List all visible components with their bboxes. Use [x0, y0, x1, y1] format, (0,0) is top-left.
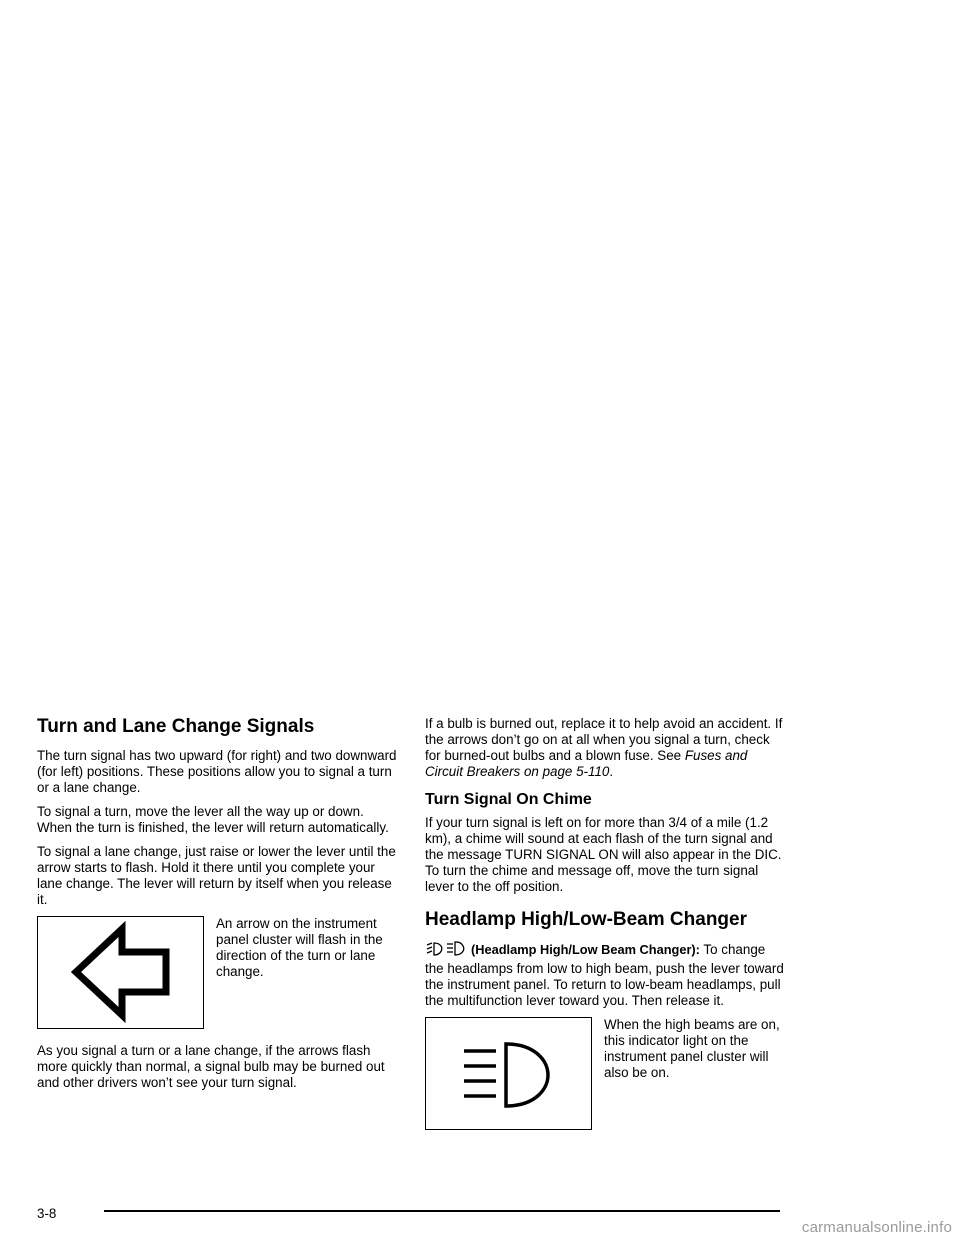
turn-arrow-figure [37, 916, 399, 1029]
figure-box [425, 1017, 592, 1130]
paragraph [425, 716, 787, 780]
paragraph-text: To change the headlamps from low to high beam, push the lever toward the instrument panel. To return to low-beam headlamps, pull the multifunction lever toward you. Then release it. [425, 942, 784, 1008]
right-column [425, 716, 787, 1144]
figure-caption: When the high beams are on, this indicator light on the instrument panel cluster will also be on. [604, 1017, 780, 1080]
watermark: carmanualsonline.info [801, 1219, 952, 1236]
page-number: 3-8 [37, 1206, 57, 1221]
high-low-beam-icon [425, 941, 467, 957]
headlamp-lead-label: (Headlamp High/Low Beam Changer): [471, 942, 700, 957]
page-reference: Fuses and Circuit Breakers on page 5-110 [425, 748, 748, 779]
turn-arrow-icon [38, 917, 202, 1027]
paragraph-end: . [609, 764, 614, 779]
paragraph: If your turn signal is left on for more than 3/4 of a mile (1.2 km), a chime will sound at each flash of the turn signal and the message TURN SIGNAL ON will also appear in the DIC. To turn the chime and message off, move the turn signal lever to the off position. [425, 815, 782, 894]
figure-box [37, 916, 204, 1029]
high-beam-figure [425, 1017, 787, 1130]
paragraph: As you signal a turn or a lane change, if the arrows flash more quickly than normal, a signal bulb may be burned out and other drivers won’t see your turn signal. [37, 1043, 385, 1090]
section-heading-chime: Turn Signal On Chime [425, 791, 592, 808]
left-column [37, 716, 399, 1099]
paragraph [425, 941, 787, 1009]
paragraph: The turn signal has two upward (for right) and two downward (for left) positions. These positions allow you to signal a turn or a lane change. [37, 748, 397, 795]
section-heading-headlamp: Headlamp High/Low-Beam Changer [425, 909, 747, 930]
section-heading-turn-signals: Turn and Lane Change Signals [37, 716, 315, 737]
figure-caption: An arrow on the instrument panel cluster will flash in the direction of the turn or lane change. [216, 916, 383, 979]
headlamp-beam-icons [425, 941, 467, 961]
paragraph: To signal a lane change, just raise or lower the lever until the arrow starts to flash. Hold it there until you complete your lane change. The lever will return by itself when you release it. [37, 844, 396, 907]
high-beam-indicator-icon [426, 1018, 590, 1128]
paragraph-text: If a bulb is burned out, replace it to help avoid an accident. If the arrows don’t go on at all when you signal a turn, check for burned-out bulbs and a blown fuse. See [425, 716, 783, 763]
paragraph: To signal a turn, move the lever all the way up or down. When the turn is finished, the lever will return automatically. [37, 804, 389, 835]
footer-divider [104, 1210, 780, 1212]
